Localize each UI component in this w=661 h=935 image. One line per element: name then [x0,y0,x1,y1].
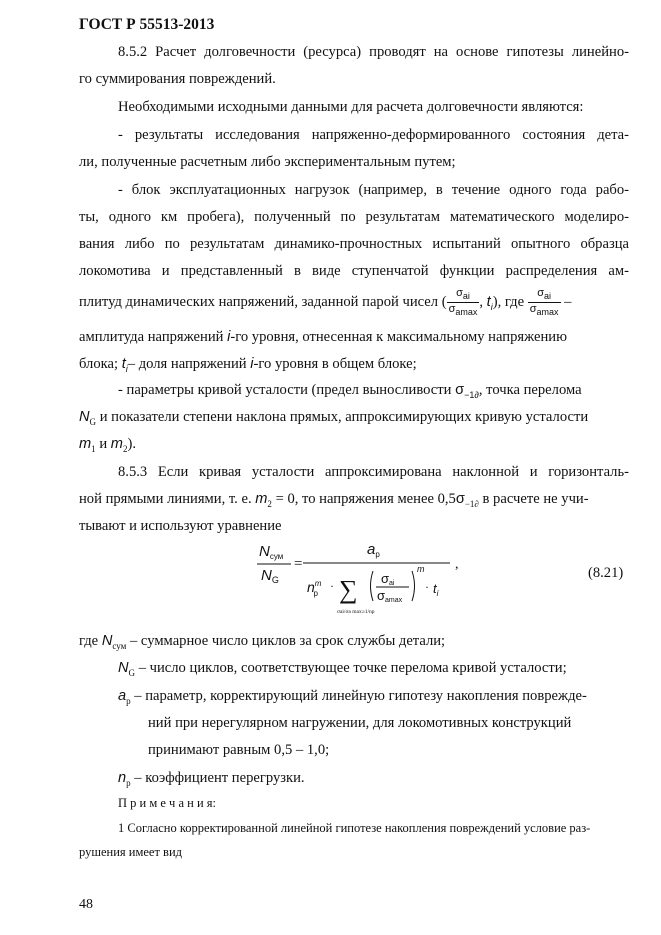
item2-line5: плитуд динамических напряжений, заданной парой чисел ( $\frac{\sigma_{ai}}{\sigma_{amax}}$ , $t_i$), где $\frac{\sigma_{ai}}{\sigma_{amax}}$ – [79,287,572,318]
sum-symbol: ∑ [339,575,358,604]
para-8-5-3-line1: 8.5.3 Если кривая усталости аппроксимирована наклонной и горизонталь- [118,464,629,480]
item2-line2: ты, одного км пробега), полученный по результатам математического моделиро- [79,209,629,225]
eq-N-G: $N_G$ [261,567,279,585]
def-a-p-line3: принимают равным 0,5 – 1,0; [148,742,330,758]
def-a-p-line2: ний при нерегулярном нагружении, для локомотивных конструкций [148,715,572,731]
document-header: ГОСТ Р 55513-2013 [79,16,215,33]
para-8-5-2-line1: 8.5.2 Расчет долговечности (ресурса) проводят на основе гипотезы линейно- [118,44,629,60]
item3-line2: $N_G$ и показатели степени наклона прямых, аппроксимирующих кривую усталости [79,409,589,427]
def-n-p: $n_p$ – коэффициент перегрузки. [118,770,305,788]
item2-line4: локомотива и представленный в виде ступенчатой функции распределения ам- [79,263,629,279]
sum-limit: σai/σa max≥1/np [337,609,375,615]
item3-line3: $m_1$ и $m_2$). [79,436,136,454]
svg-text:σamax: σamax [377,588,403,604]
item2-line3: вания либо по результатам динамико-прочностных испытаний опытного образца [79,236,629,252]
input-data-intro: Необходимыми исходными данными для расчета долговечности являются: [118,99,584,115]
item1-line1: - результаты исследования напряженно-деформированного состояния дета- [118,127,629,143]
item2-line7: блока; $t_i-$ доля напряжений i-го уровня в общем блоке; [79,356,417,374]
eq-N-sum: $N_{сум}$ [259,543,284,561]
notes-heading: П р и м е ч а н и я: [118,796,216,810]
para-8-5-3-line3: тывают и используют уравнение [79,518,282,534]
para-8-5-2-line2: го суммирования повреждений. [79,71,276,87]
svg-text:,: , [455,557,459,572]
equation-8-21 [255,538,465,633]
eq-a-p: $a_p$ [367,541,380,559]
note1-line1: 1 Согласно корректированной линейной гипотезе накопления повреждений условие раз- [118,821,591,835]
def-N-sum: где $N_{сум}$ – суммарное число циклов за срок службы детали; [79,633,446,651]
fraction-sigma-ratio-1: $\frac{\sigma_{ai}}{\sigma_{amax}}$ [448,287,478,318]
para-8-5-3-line2: ной прямыми линиями, т. е. $m_2 = 0$, то напряжения менее $0,5\sigma_{-1\partial}$ в расчете не учи- [79,491,589,509]
fraction-sigma-ratio-2: $\frac{\sigma_{ai}}{\sigma_{amax}}$ [529,287,559,318]
svg-text:·: · [425,580,429,594]
svg-text:=: = [294,556,303,572]
svg-text:σai: σai [381,571,395,587]
page-number: 48 [79,897,93,912]
svg-text:·: · [330,579,334,593]
svg-text:ti: $t_i$ [433,581,439,598]
item1-line2: ли, полученные расчетным либо экспериментальным путем; [79,154,456,170]
eq-n-p: $n^m$ p [307,579,322,598]
item2-line6: амплитуда напряжений i-го уровня, отнесенная к максимальному напряжению [79,329,567,345]
def-N-G: $N_G$ – число циклов, соответствующее точке перелома кривой усталости; [118,660,567,678]
svg-text:m: m [417,564,425,574]
item3-line1: - параметры кривой усталости (предел выносливости $\sigma_{-1\partial}$, точка перелома [118,382,582,400]
note1-line2: рушения имеет вид [79,845,182,859]
item2-line1: - блок эксплуатационных нагрузок (например, в течение одного года рабо- [118,182,629,198]
equation-number: (8.21) [588,565,624,581]
def-a-p-line1: $a_p$ – параметр, корректирующий линейную гипотезу накопления поврежде- [118,688,587,706]
